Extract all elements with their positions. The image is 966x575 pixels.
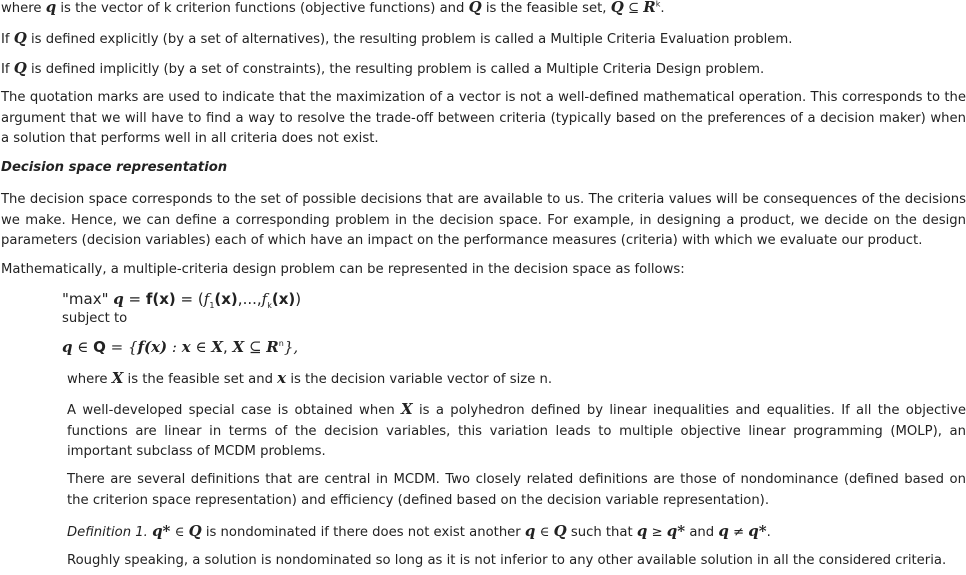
math-q: q: [62, 338, 73, 356]
math-x: (x): [214, 290, 238, 308]
math-q: q: [636, 522, 648, 540]
superscript-n: n: [278, 339, 284, 348]
text: is a polyhedron defined by linear inequalities and equalities. If all the objective functions are linear in terms of the decision variables, this variation leads to multiple objective linear programming (MOLP), an important subclass of MCDM problems.: [67, 403, 966, 459]
math-x: x: [181, 338, 191, 356]
math-q-star: q*: [748, 522, 767, 540]
mathematically-paragraph: Mathematically, a multiple-criteria design problem can be represented in the decision space as follows:: [1, 262, 685, 277]
math-X: X: [111, 369, 124, 387]
math-q: q: [45, 0, 57, 16]
text: is the vector of k criterion functions (objective functions) and: [56, 1, 469, 16]
math-Q: Q: [468, 0, 482, 16]
text: is the feasible set,: [481, 1, 611, 16]
element-of-symbol: ∈: [72, 338, 94, 356]
text: is the decision variable vector of size n.: [286, 372, 553, 387]
text: where: [67, 372, 112, 387]
math-q-star: q*: [152, 522, 171, 540]
quotation-paragraph: The quotation marks are used to indicate that the maximization of a vector is not a well-defined mathematical operation. This corresponds to the argument that we will have to find a way to resolve the trade-off between criteria (typically based on the preferences of a decision maker) when a solution that performs well in all criteria does not exist.: [1, 90, 966, 146]
definition-label: Definition 1.: [67, 525, 148, 540]
math-q-star: q*: [666, 522, 686, 540]
math-X: X: [211, 338, 223, 356]
math-x: x: [277, 369, 287, 387]
math-fx: f(x): [145, 290, 176, 308]
math-q: q: [718, 522, 729, 540]
math-R: R: [266, 338, 279, 356]
subscript: k: [267, 301, 272, 310]
text: .: [660, 1, 665, 16]
superscript-k: k: [655, 0, 661, 9]
text: and: [685, 525, 719, 540]
math-Q: Q: [553, 522, 567, 540]
geq-symbol: ≥: [647, 525, 667, 540]
text: is defined explicitly (by a set of alternatives), the resulting problem is called a Multiple Criteria Evaluation problem.: [26, 32, 793, 47]
text: is defined implicitly (by a set of constraints), the resulting problem is called a Multiple Criteria Design problem.: [26, 62, 765, 77]
math-f: f: [203, 290, 210, 308]
where-X-paragraph: [67, 369, 552, 387]
math-Q: Q: [188, 522, 202, 540]
definition-1: [67, 522, 771, 540]
section-heading: Decision space representation: [1, 160, 228, 175]
decision-space-paragraph: The decision space corresponds to the set of possible decisions that are available to us. The criteria values will be consequences of the decisions we make. Hence, we can define a corresponding problem in the decision space. For example, in designing a product, we decide on the design parameters (decision variables) each of which have an impact on the performance measures (criteria) with which we evaluate our product.: [1, 192, 966, 248]
text: If: [1, 32, 14, 47]
math-R: R: [643, 0, 656, 16]
math-X: X: [401, 400, 413, 418]
math-x: (x): [271, 290, 296, 308]
text: =: [123, 290, 146, 308]
math-q: q: [113, 290, 124, 308]
text: ,: [222, 338, 233, 356]
text: is nondominated if there does not exist another: [201, 525, 525, 540]
implicit-paragraph: [1, 57, 764, 81]
element-of-symbol: ∈: [190, 338, 212, 356]
equation-max: [62, 290, 301, 308]
math-X: X: [232, 338, 245, 356]
text: If: [1, 62, 14, 77]
math-fx: f(x): [137, 338, 168, 356]
math-q: q: [524, 522, 536, 540]
element-of-symbol: ∈: [535, 525, 554, 540]
subset-symbol: ⊆: [623, 1, 644, 16]
text: ,...,: [237, 290, 262, 308]
equation-constraint: [62, 338, 298, 356]
neq-symbol: ≠: [728, 525, 749, 540]
definitions-paragraph: There are several definitions that are central in MCDM. Two closely related definitions are those of nondominance (defined based on the criterion space representation) and efficiency (defined based on the decision variable representation).: [67, 472, 966, 508]
text: :: [167, 338, 182, 356]
math-Q: Q: [610, 0, 624, 16]
text: such that: [566, 525, 637, 540]
roughly-paragraph: Roughly speaking, a solution is nondominated so long as it is not inferior to any other available solution in all the considered criteria.: [67, 553, 947, 568]
subject-to: subject to: [62, 311, 128, 326]
math-Q: Q: [13, 29, 27, 47]
math-Q: Q: [13, 59, 27, 77]
special-case-paragraph: [67, 399, 966, 463]
text: where: [1, 1, 46, 16]
text: .: [766, 525, 771, 540]
text: = (: [175, 290, 204, 308]
text: = {: [105, 338, 138, 356]
math-f: f: [261, 290, 268, 308]
subscript: 1: [209, 301, 215, 310]
text: ): [295, 290, 302, 308]
text: "max": [62, 290, 114, 308]
where-q-paragraph: [1, 0, 665, 20]
text: is the feasible set and: [123, 372, 278, 387]
explicit-paragraph: [1, 27, 792, 51]
subset-symbol: ⊆: [244, 338, 267, 356]
text: },: [283, 338, 299, 356]
element-of-symbol: ∈: [170, 525, 189, 540]
math-Q: Q: [93, 338, 106, 356]
text: A well-developed special case is obtained when: [67, 403, 402, 418]
